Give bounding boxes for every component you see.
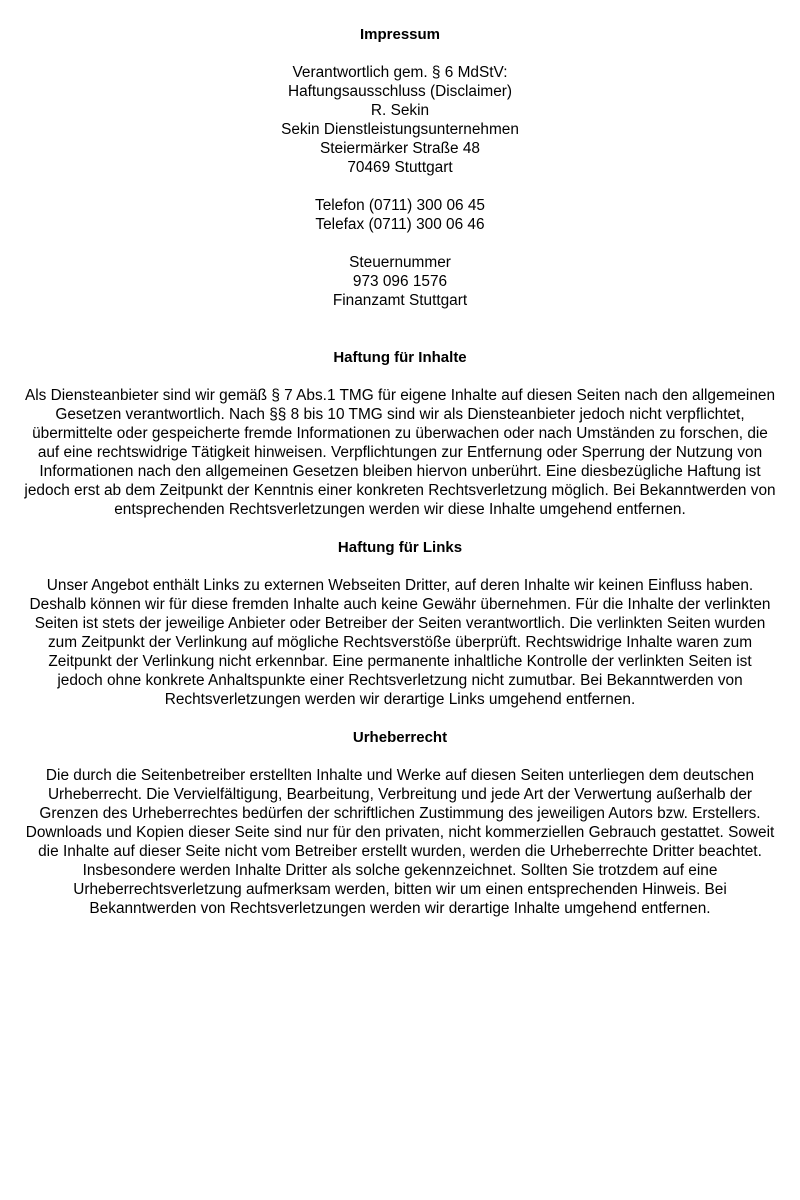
street-address: Steiermärker Straße 48 [320,140,480,157]
section-text-copyright: Die durch die Seitenbetreiber erstellten Inhalte und Werke auf diesen Seiten unterliegen dem deutschen Urheberrecht. Die Vervielfältigung, Bearbeitung, Verbreitung und jede Art der Verwertung außerhalb der Grenzen des Urheberrechtes bedürfen der schriftlichen Zustimmung des jeweiligen Autors bzw. Erstellers. Downloads und Kopien dieser Seite sind nur für den privaten, nicht kommerziellen Gebrauch gestattet. Soweit die Inhalte auf dieser Seite nicht vom Betreiber erstellt wurden, werden die Urheberrechte Dritter beachtet. Insbesondere werden Inhalte Dritter als solche gekennzeichnet. Sollten Sie trotzdem auf eine Urheberrechtsverletzung aufmerksam werden, bitten wir um einen entsprechenden Hinweis. Bei Bekanntwerden von Rechtsverletzungen werden wir derartige Inhalte umgehend entfernen. [25,767,775,917]
tax-number: 973 096 1576 [352,273,448,290]
city-address: 70469 Stuttgart [347,159,453,176]
address-block [20,63,780,177]
page-title: Impressum [359,26,441,43]
section-title-link-liability: Haftung für Links [337,539,463,556]
disclaimer-line: Haftungsausschluss (Disclaimer) [287,83,513,100]
tax-office: Finanzamt Stuttgart [332,292,468,309]
fax-number: Telefax (0711) 300 06 46 [315,216,485,233]
responsible-line: Verantwortlich gem. § 6 MdStV: [292,64,508,81]
company-name: Sekin Dienstleistungsunternehmen [281,121,519,138]
section-text-content-liability: Als Diensteanbieter sind wir gemäß § 7 Abs.1 TMG für eigene Inhalte auf diesen Seiten nach den allgemeinen Gesetzen verantwortlich. Nach §§ 8 bis 10 TMG sind wir als Diensteanbieter jedoch nicht verpflichtet, übermittelte oder gespeicherte fremde Informationen zu überwachen oder nach Umständen zu forschen, die auf eine rechtswidrige Tätigkeit hinweisen. Verpflichtungen zur Entfernung oder Sperrung der Nutzung von Informationen nach den allgemeinen Gesetzen bleiben hiervon unberührt. Eine diesbezügliche Haftung ist jedoch erst ab dem Zeitpunkt der Kenntnis einer konkreten Rechtsverletzung möglich. Bei Bekanntwerden von entsprechenden Rechtsverletzungen werden wir diese Inhalte umgehend entfernen. [24,387,776,518]
tax-label: Steuernummer [349,254,451,271]
section-title-content-liability: Haftung für Inhalte [333,349,467,366]
tax-block [20,253,780,310]
section-title-copyright: Urheberrecht [352,729,448,746]
owner-name: R. Sekin [370,102,430,119]
phone-number: Telefon (0711) 300 06 45 [315,197,485,214]
contact-block [20,196,780,234]
section-text-link-liability: Unser Angebot enthält Links zu externen Webseiten Dritter, auf deren Inhalte wir keinen Einfluss haben. Deshalb können wir für diese fremden Inhalte auch keine Gewähr übernehmen. Für die Inhalte der verlinkten Seiten ist stets der jeweilige Anbieter oder Betreiber der Seiten verantwortlich. Die verlinkten Seiten wurden zum Zeitpunkt der Verlinkung auf mögliche Rechtsverstöße überprüft. Rechtswidrige Inhalte waren zum Zeitpunkt der Verlinkung nicht erkennbar. Eine permanente inhaltliche Kontrolle der verlinkten Seiten ist jedoch ohne konkrete Anhaltspunkte einer Rechtsverletzung nicht zumutbar. Bei Bekanntwerden von Rechtsverletzungen werden wir derartige Links umgehend entfernen. [29,577,771,708]
page-content [20,0,780,918]
